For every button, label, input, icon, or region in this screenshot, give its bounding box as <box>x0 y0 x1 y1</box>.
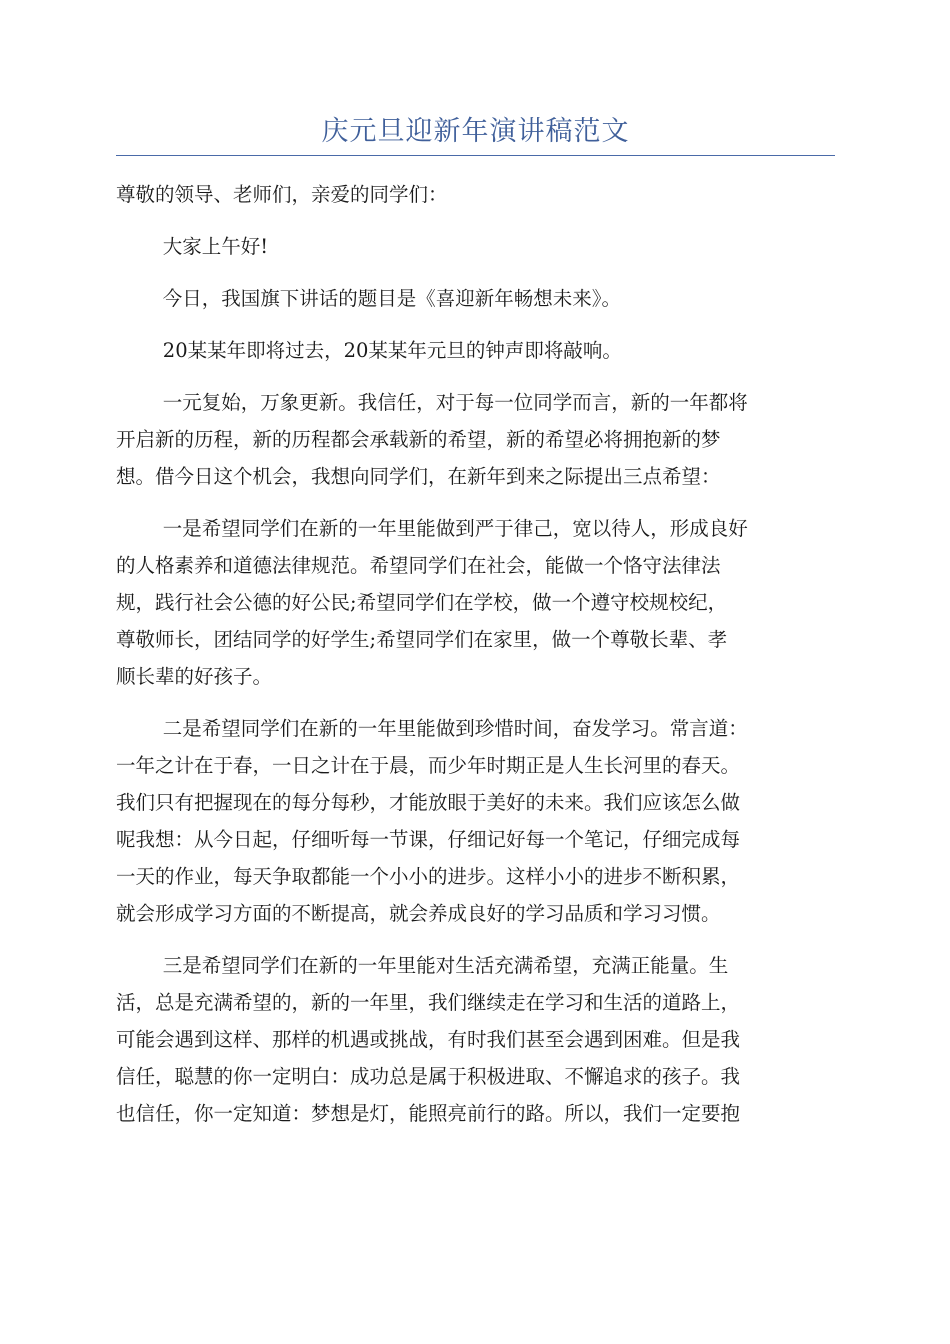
text-line: 尊敬的领导、老师们，亲爱的同学们： <box>116 183 448 206</box>
text-line: 规，践行社会公德的好公民;希望同学们在学校，做一个遵守校规校纪， <box>116 591 728 614</box>
text-line: 就会形成学习方面的不断提高，就会养成良好的学习品质和学习习惯。 <box>116 902 721 925</box>
text-line: 信任，聪慧的你一定明白：成功总是属于积极进取、不懈追求的孩子。我 <box>116 1065 741 1088</box>
paragraph-hope-one <box>116 510 835 695</box>
text-line: 尊敬师长，团结同学的好学生;希望同学们在家里，做一个尊敬长辈、孝 <box>116 628 728 651</box>
text-line: 一是希望同学们在新的一年里能做到严于律己，宽以待人，形成良好 <box>162 517 748 540</box>
paragraph-topic <box>116 280 835 317</box>
text-line: 活，总是充满希望的，新的一年里，我们继续走在学习和生活的道路上， <box>116 991 741 1014</box>
paragraph-good-morning <box>116 228 835 265</box>
text-line: 想。借今日这个机会，我想向同学们，在新年到来之际提出三点希望： <box>116 465 721 488</box>
paragraph-greeting <box>116 176 835 213</box>
text-line: 也信任，你一定知道：梦想是灯，能照亮前行的路。所以，我们一定要抱 <box>116 1102 741 1125</box>
text-line: 呢我想：从今日起，仔细听每一节课，仔细记好每一个笔记，仔细完成每 <box>116 828 741 851</box>
text-line: 顺长辈的好孩子。 <box>116 665 273 688</box>
text-line: 三是希望同学们在新的一年里能对生活充满希望，充满正能量。生 <box>162 954 729 977</box>
paragraph-year-ending <box>116 332 835 369</box>
text-line: 20某某年即将过去，20某某年元旦的钟声即将敲响。 <box>162 339 622 362</box>
text-line: 我们只有把握现在的每分每秒，才能放眼于美好的未来。我们应该怎么做 <box>116 791 741 814</box>
paragraph-hope-three <box>116 947 835 1132</box>
document-body <box>116 176 835 1147</box>
text-line: 开启新的历程，新的历程都会承载新的希望，新的希望必将拥抱新的梦 <box>116 428 721 451</box>
text-line: 一天的作业，每天争取都能一个小小的进步。这样小小的进步不断积累， <box>116 865 741 888</box>
paragraph-new-year <box>116 384 835 495</box>
text-line: 二是希望同学们在新的一年里能做到珍惜时间，奋发学习。常言道： <box>162 717 748 740</box>
text-line: 的人格素养和道德法律规范。希望同学们在社会，能做一个恪守法律法 <box>116 554 721 577</box>
text-line: 一年之计在于春，一日之计在于晨，而少年时期正是人生长河里的春天。 <box>116 754 741 777</box>
title-underline <box>116 155 835 156</box>
text-line: 可能会遇到这样、那样的机遇或挑战，有时我们甚至会遇到困难。但是我 <box>116 1028 741 1051</box>
text-line: 今日，我国旗下讲话的题目是《喜迎新年畅想未来》。 <box>162 287 622 310</box>
document-title: 庆元旦迎新年演讲稿范文 <box>321 116 630 147</box>
text-line: 大家上午好! <box>162 235 269 258</box>
paragraph-hope-two <box>116 710 835 932</box>
text-line: 一元复始，万象更新。我信任，对于每一位同学而言，新的一年都将 <box>162 391 748 414</box>
